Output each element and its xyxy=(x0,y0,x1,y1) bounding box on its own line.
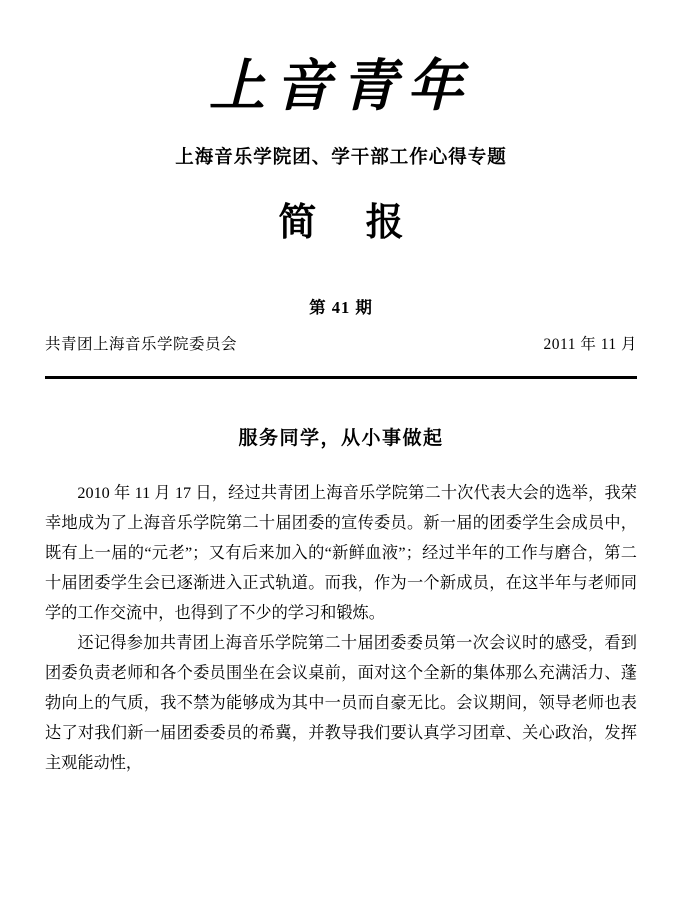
article-body xyxy=(45,478,637,778)
article-title: 服务同学，从小事做起 xyxy=(238,427,444,449)
article-paragraph: 2010 年 11 月 17 日，经过共青团上海音乐学院第二十次代表大会的选举，我荣幸地成为了上海音乐学院第二十届团委的宣传委员。新一届的团委学生会成员中，既有上一届的“元老”；又有后来加入的“新鲜血液”；经过半年的工作与磨合，第二十届团委学生会已逐渐进入正式轨道。而我，作为一个新成员，在这半年与老师同学的工作交流中，也得到了不少的学习和锻炼。 xyxy=(45,483,637,622)
publisher-name: 共青团上海音乐学院委员会 xyxy=(45,335,238,353)
header-divider xyxy=(45,376,637,379)
article-paragraph: 还记得参加共青团上海音乐学院第二十届团委委员第一次会议时的感受，看到团委负责老师和各个委员围坐在会议桌前，面对这个全新的集体那么充满活力、蓬勃向上的气质，我不禁为能够成为其中一员而自豪无比。会议期间，领导老师也表达了对我们新一届团委委员的希冀，并教导我们要认真学习团章、关心政治，发挥主观能动性， xyxy=(45,633,637,772)
bulletin-subtitle: 上海音乐学院团、学干部工作心得专题 xyxy=(175,147,507,168)
publication-date: 2011 年 11 月 xyxy=(543,335,637,353)
document-page xyxy=(0,58,682,917)
issue-number: 第 41 期 xyxy=(309,297,373,317)
publication-meta xyxy=(45,332,637,354)
masthead-title: 上音青年 xyxy=(209,56,473,118)
bulletin-heading: 简 报 xyxy=(278,199,422,244)
